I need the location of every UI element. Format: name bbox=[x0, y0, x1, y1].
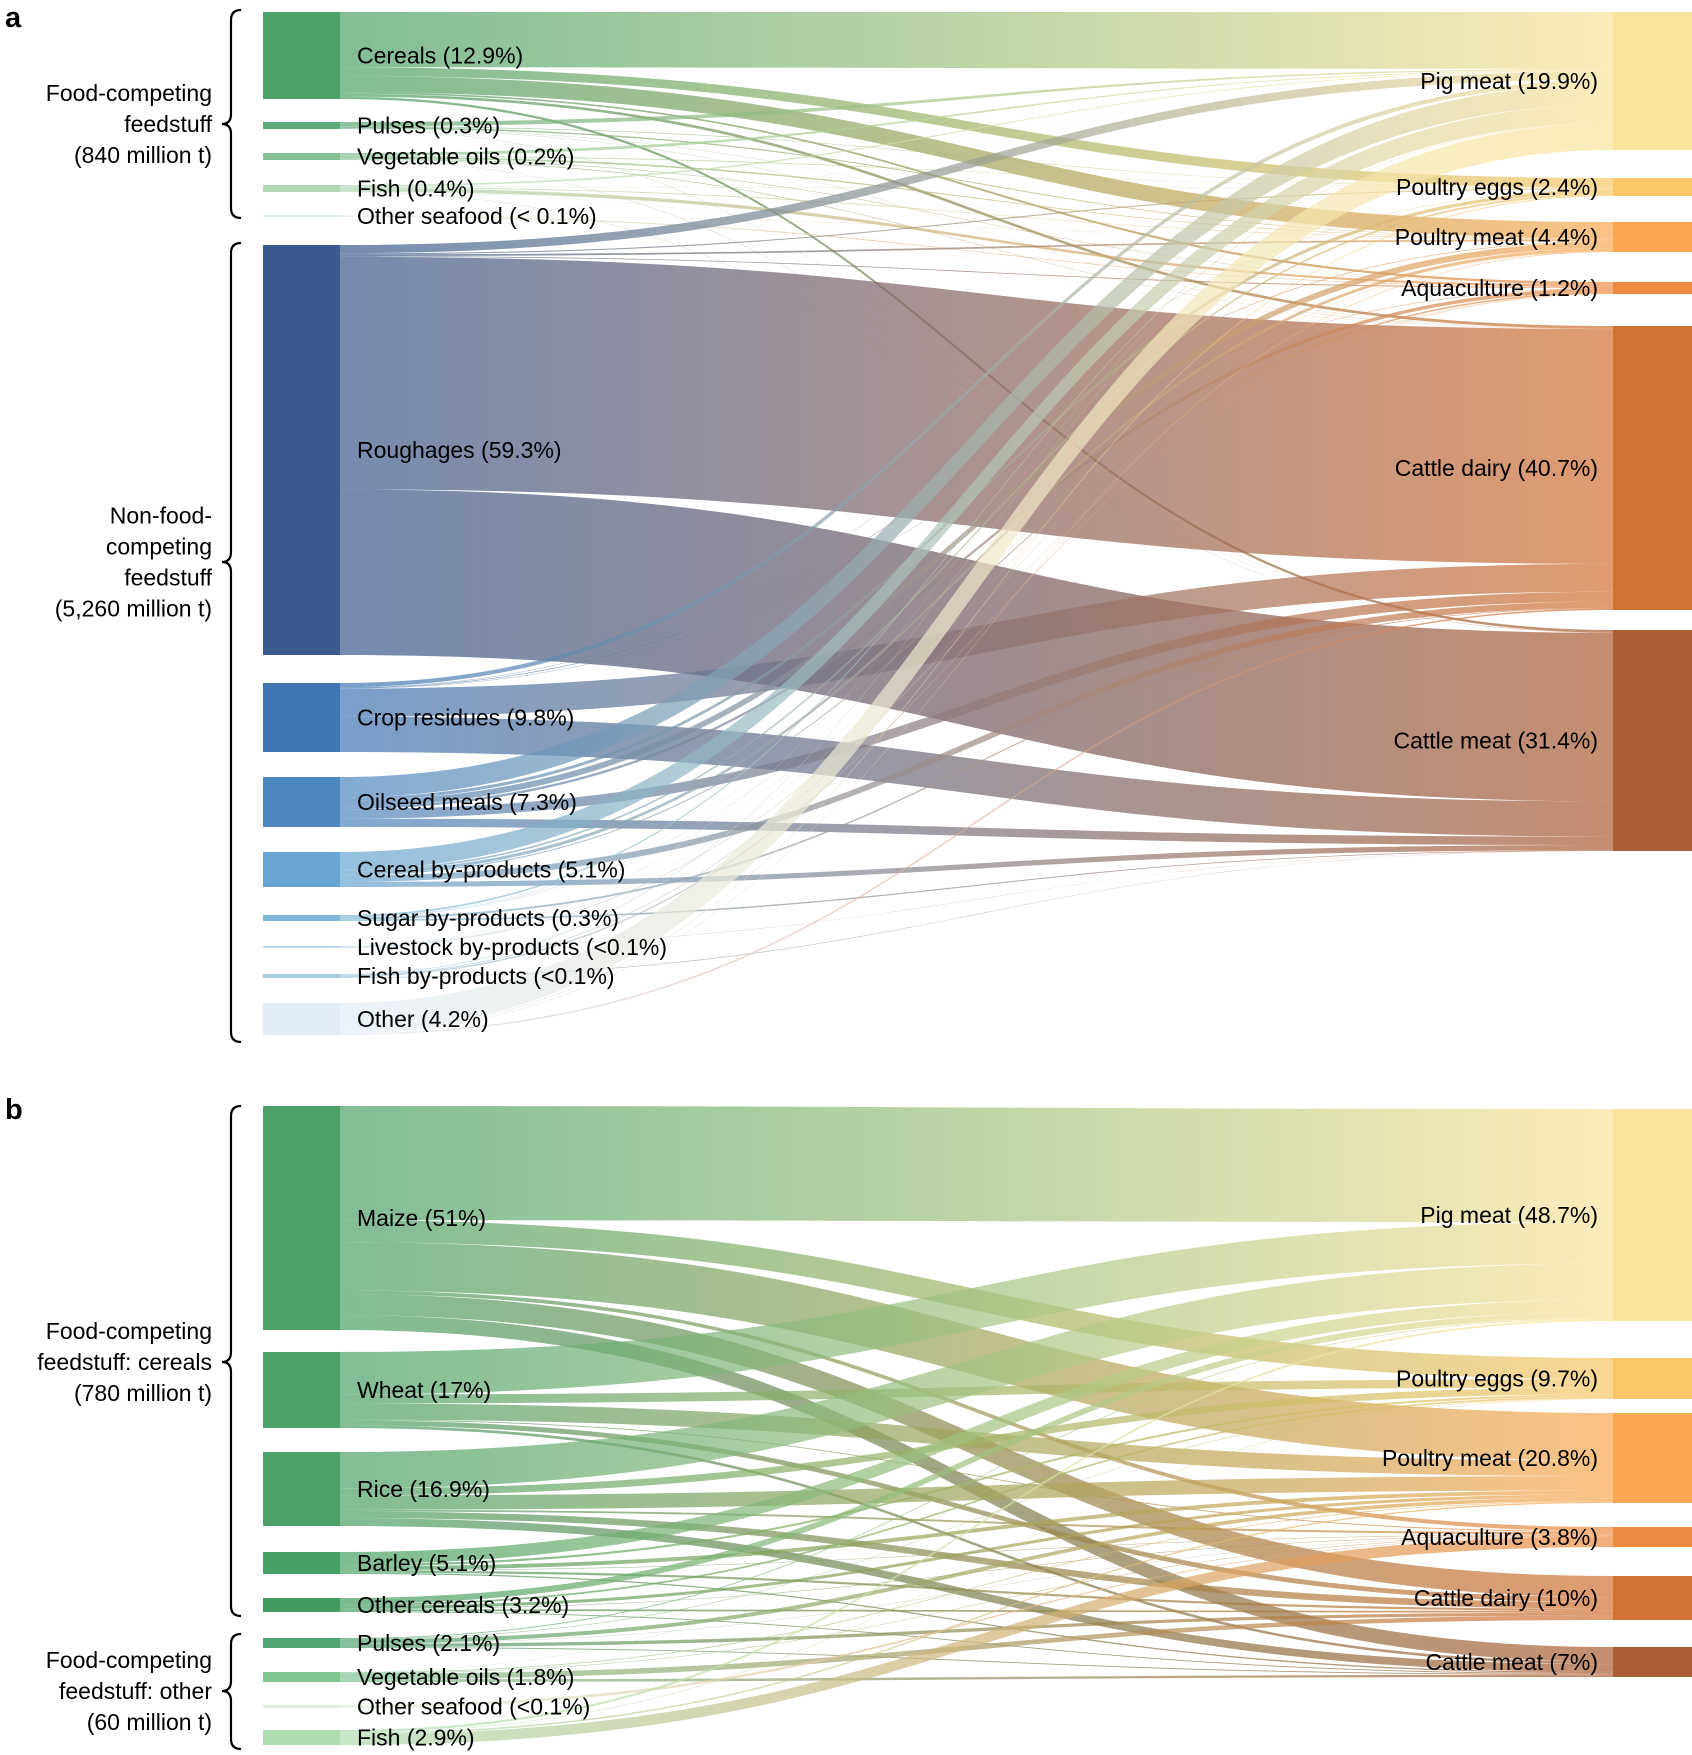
target-node-b-cattle-dairy bbox=[1613, 1576, 1692, 1620]
target-node-a-poultry-eggs bbox=[1613, 178, 1692, 196]
source-node-b-other-seafood bbox=[263, 1705, 340, 1708]
target-label-b-poultry-meat: Poultry meat (20.8%) bbox=[1381, 1445, 1598, 1471]
source-node-a-fish-by-products bbox=[263, 974, 340, 978]
target-node-a-cattle-meat bbox=[1613, 630, 1692, 851]
source-node-a-pulses bbox=[263, 122, 340, 129]
group-bracket-a-feedstuff bbox=[222, 10, 241, 218]
source-label-b-other-cereals: Other cereals (3.2%) bbox=[357, 1592, 570, 1618]
group-label-b-0: Food-competing feedstuff: cereals (780 million t) bbox=[37, 1318, 212, 1406]
source-label-b-vegetable-oils: Vegetable oils (1.8%) bbox=[357, 1664, 575, 1690]
flow-a-cereals-to-pig-meat bbox=[340, 12, 1613, 69]
source-label-a-pulses: Pulses (0.3%) bbox=[357, 112, 501, 139]
source-label-a-sugar-by-products: Sugar by-products (0.3%) bbox=[357, 905, 620, 931]
group-label-a-1: Non-food-competing feedstuff (5,260 million t) bbox=[54, 502, 212, 622]
source-label-a-cereal-by-products: Cereal by-products (5.1%) bbox=[357, 856, 626, 883]
source-node-a-vegetable-oils bbox=[263, 153, 340, 160]
target-label-a-poultry-meat: Poultry meat (4.4%) bbox=[1394, 224, 1598, 250]
target-label-a-cattle-dairy: Cattle dairy (40.7%) bbox=[1394, 455, 1598, 481]
source-node-b-fish bbox=[263, 1730, 340, 1745]
source-label-a-oilseed-meals: Oilseed meals (7.3%) bbox=[357, 789, 577, 815]
source-node-b-maize bbox=[263, 1106, 340, 1330]
group-bracket-b-feedstuff-cereals bbox=[222, 1106, 241, 1616]
source-label-b-maize: Maize (51%) bbox=[357, 1205, 487, 1231]
target-node-a-cattle-dairy bbox=[1613, 326, 1692, 610]
source-label-a-other: Other (4.2%) bbox=[357, 1006, 489, 1032]
target-label-a-aquaculture: Aquaculture (1.2%) bbox=[1401, 275, 1598, 301]
source-node-a-roughages bbox=[263, 245, 340, 655]
source-label-b-fish: Fish (2.9%) bbox=[357, 1724, 475, 1751]
source-node-a-sugar-by-products bbox=[263, 915, 340, 921]
source-label-a-cereals: Cereals (12.9%) bbox=[357, 42, 524, 69]
source-node-a-fish bbox=[263, 185, 340, 192]
target-label-b-pig-meat: Pig meat (48.7%) bbox=[1420, 1202, 1598, 1228]
source-node-a-crop-residues bbox=[263, 683, 340, 752]
source-node-b-other-cereals bbox=[263, 1598, 340, 1612]
target-node-a-aquaculture bbox=[1613, 282, 1692, 294]
target-node-b-poultry-meat bbox=[1613, 1413, 1692, 1503]
source-label-b-wheat: Wheat (17%) bbox=[357, 1377, 492, 1403]
target-node-a-poultry-meat bbox=[1613, 222, 1692, 252]
source-label-a-fish: Fish (0.4%) bbox=[357, 175, 475, 202]
source-label-b-other-seafood: Other seafood (<0.1%) bbox=[357, 1693, 591, 1720]
source-label-b-barley: Barley (5.1%) bbox=[357, 1550, 497, 1576]
target-label-a-pig-meat: Pig meat (19.9%) bbox=[1420, 68, 1598, 94]
source-node-a-oilseed-meals bbox=[263, 777, 340, 827]
source-label-b-pulses: Pulses (2.1%) bbox=[357, 1630, 501, 1656]
group-bracket-b-feedstuff-other bbox=[222, 1634, 241, 1749]
source-node-b-barley bbox=[263, 1552, 340, 1574]
source-node-a-cereal-by-products bbox=[263, 852, 340, 887]
source-label-a-fish-by-products: Fish by-products (<0.1%) bbox=[357, 963, 615, 989]
source-label-b-rice: Rice (16.9%) bbox=[357, 1476, 490, 1502]
target-label-a-cattle-meat: Cattle meat (31.4%) bbox=[1393, 727, 1598, 754]
target-node-b-poultry-eggs bbox=[1613, 1358, 1692, 1399]
group-bracket-a-competing bbox=[222, 243, 241, 1042]
target-label-b-cattle-dairy: Cattle dairy (10%) bbox=[1413, 1585, 1598, 1611]
group-label-b-1: Food-competing feedstuff: other (60 million t) bbox=[45, 1647, 212, 1735]
target-node-b-pig-meat bbox=[1613, 1109, 1692, 1321]
source-label-a-livestock-by-products: Livestock by-products (<0.1%) bbox=[357, 934, 667, 960]
target-node-b-cattle-meat bbox=[1613, 1647, 1692, 1677]
source-node-a-other-seafood bbox=[263, 215, 340, 217]
source-node-a-livestock-by-products bbox=[263, 946, 340, 948]
source-label-a-other-seafood: Other seafood (< 0.1%) bbox=[357, 203, 597, 229]
source-label-a-vegetable-oils: Vegetable oils (0.2%) bbox=[357, 143, 575, 170]
target-node-b-aquaculture bbox=[1613, 1527, 1692, 1547]
source-node-b-rice bbox=[263, 1452, 340, 1526]
source-label-a-roughages: Roughages (59.3%) bbox=[357, 437, 562, 463]
target-label-b-aquaculture: Aquaculture (3.8%) bbox=[1401, 1524, 1598, 1550]
target-label-a-poultry-eggs: Poultry eggs (2.4%) bbox=[1396, 174, 1598, 200]
source-label-a-crop-residues: Crop residues (9.8%) bbox=[357, 704, 575, 731]
source-node-a-other bbox=[263, 1003, 340, 1035]
panel-a-label: a bbox=[5, 2, 22, 34]
target-label-b-poultry-eggs: Poultry eggs (9.7%) bbox=[1396, 1365, 1598, 1392]
source-node-b-wheat bbox=[263, 1352, 340, 1428]
panel-b-label: b bbox=[5, 1094, 23, 1126]
source-node-a-cereals bbox=[263, 12, 340, 99]
source-node-b-vegetable-oils bbox=[263, 1672, 340, 1682]
group-label-a-0: Food-competing feedstuff (840 million t) bbox=[45, 80, 212, 168]
source-node-b-pulses bbox=[263, 1638, 340, 1648]
target-label-b-cattle-meat: Cattle meat (7%) bbox=[1425, 1649, 1598, 1675]
target-node-a-pig-meat bbox=[1613, 12, 1692, 150]
